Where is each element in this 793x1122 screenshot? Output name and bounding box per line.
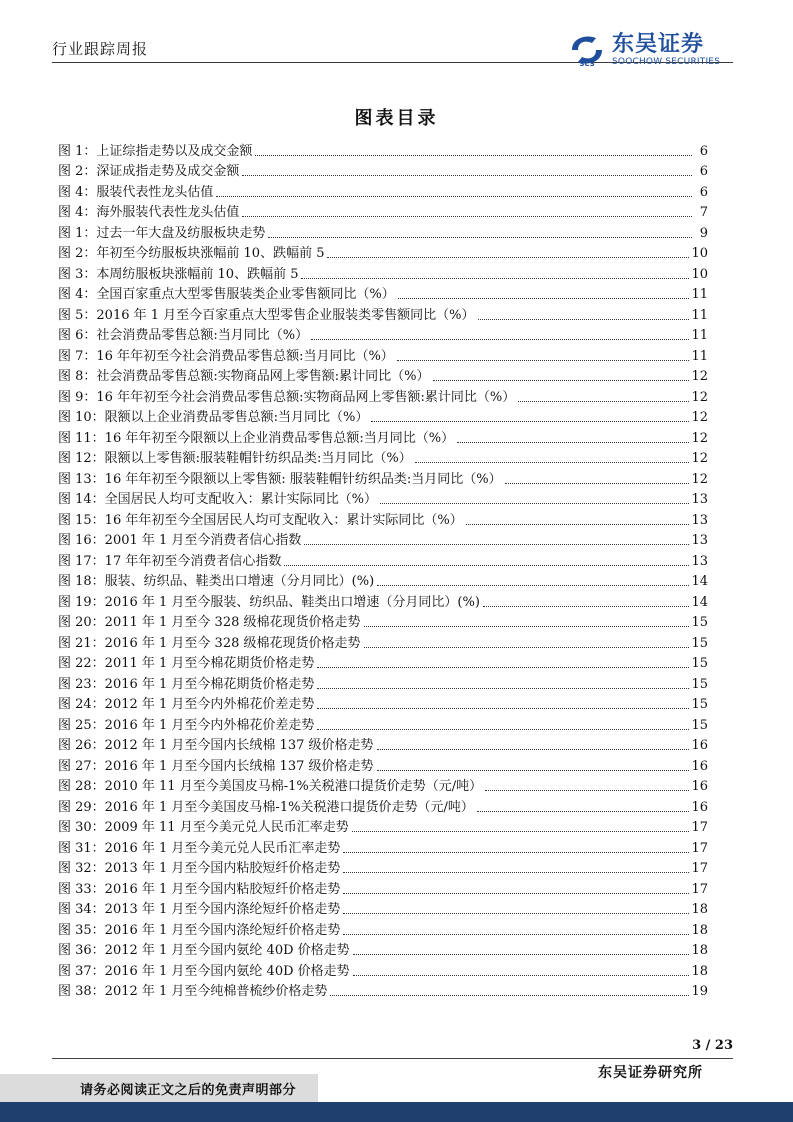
toc-entry-label: 图 36：2012 年 1 月至今国内氨纶 40D 价格走势 [58, 943, 350, 958]
toc-entry-label: 图 24：2012 年 1 月至今内外棉花价差走势 [58, 697, 315, 712]
toc-entry-label: 图 34：2013 年 1 月至今国内涤纶短纤价格走势 [58, 902, 341, 917]
toc-leader-dots [255, 154, 692, 156]
toc-leader-dots [311, 338, 689, 340]
toc-entry-label: 图 4：海外服装代表性龙头估值 [58, 205, 240, 220]
toc-entry-label: 图 13：16 年年初至今限额以上零售额: 服装鞋帽针纺织品类:当月同比（%） [58, 471, 502, 487]
toc-entry-page: 12 [691, 430, 708, 446]
toc-entry-label: 图 20：2011 年 1 月至今 328 级棉花现货价格走势 [58, 615, 361, 630]
toc-entry[interactable] [58, 283, 708, 304]
toc-entry[interactable] [58, 795, 708, 816]
toc-leader-dots [317, 728, 689, 730]
toc-leader-dots [242, 174, 692, 176]
toc-entry-label: 图 18：服装、纺织品、鞋类出口增速（分月同比）(%) [58, 574, 375, 589]
toc-entry-label: 图 5：2016 年 1 月至今百家重点大型零售企业服装类零售额同比（%） [58, 307, 475, 323]
toc-leader-dots [242, 215, 692, 217]
toc-entry-page: 10 [691, 246, 708, 261]
toc-entry[interactable] [58, 426, 708, 447]
toc-entry-label: 图 33：2016 年 1 月至今国内粘胶短纤价格走势 [58, 881, 341, 897]
research-institute-name: 东吴证券研究所 [598, 1065, 703, 1081]
toc-entry-label: 图 17：17 年年初至今消费者信心指数 [58, 553, 282, 569]
toc-entry-label: 图 29：2016 年 1 月至今美国皮马棉-1%关税港口提货价走势（元/吨） [58, 799, 474, 815]
toc-entry-page: 17 [691, 840, 708, 856]
toc-entry[interactable] [58, 139, 708, 160]
toc-entry-page: 6 [699, 184, 708, 200]
toc-entry[interactable] [58, 877, 708, 898]
toc-leader-dots [478, 318, 690, 320]
toc-entry[interactable] [58, 488, 708, 509]
toc-leader-dots [364, 646, 690, 648]
toc-entry-page: 6 [699, 164, 708, 179]
toc-entry-page: 11 [691, 328, 708, 343]
toc-entry[interactable] [58, 672, 708, 693]
toc-entry[interactable] [58, 836, 708, 857]
toc-entry-label: 图 31：2016 年 1 月至今美元兑人民币汇率走势 [58, 840, 341, 856]
logo-name-cn: 东吴证券 [612, 31, 705, 57]
toc-entry-page: 13 [691, 533, 708, 548]
logo-mark-text: SCS [579, 60, 595, 68]
toc-entry[interactable] [58, 775, 708, 796]
toc-entry-page: 10 [691, 266, 708, 282]
toc-entry[interactable] [58, 365, 708, 386]
toc-leader-dots [518, 400, 689, 402]
toc-entry-page: 16 [691, 758, 708, 774]
toc-leader-dots [398, 297, 690, 299]
toc-entry-page: 18 [691, 943, 708, 958]
toc-leader-dots [343, 933, 689, 935]
toc-entry[interactable] [58, 324, 708, 345]
toc-leader-dots [343, 871, 689, 873]
toc-entry-label: 图 11：16 年年初至今限额以上企业消费品零售总额:当月同比（%） [58, 430, 455, 446]
toc-entry-page: 12 [691, 389, 708, 405]
toc-leader-dots [352, 830, 690, 832]
toc-entry-page: 18 [691, 902, 708, 917]
toc-entry-page: 14 [691, 574, 708, 589]
toc-entry-page: 11 [691, 307, 708, 323]
toc-entry[interactable] [58, 652, 708, 673]
toc-entry-page: 12 [691, 471, 708, 487]
toc-leader-dots [364, 625, 690, 627]
toc-entry[interactable] [58, 406, 708, 427]
toc-entry-label: 图 23：2016 年 1 月至今棉花期货价格走势 [58, 676, 315, 692]
toc-entry[interactable] [58, 344, 708, 365]
logo-name-en: SOOCHOW SECURITIES [612, 56, 721, 67]
toc-entry-label: 图 30：2009 年 11 月至今美元兑人民币汇率走势 [58, 820, 349, 835]
toc-leader-dots [457, 441, 689, 443]
page-number: 3 / 23 [692, 1038, 733, 1053]
toc-entry-page: 6 [699, 143, 708, 159]
toc-leader-dots [327, 256, 689, 258]
toc-leader-dots [377, 584, 689, 586]
toc-entry-label: 图 4：服装代表性龙头估值 [58, 184, 214, 200]
toc-leader-dots [353, 953, 690, 955]
toc-leader-dots [343, 892, 689, 894]
toc-entry[interactable] [58, 918, 708, 939]
toc-entry-page: 12 [691, 451, 708, 466]
toc-entry-label: 图 14：全国居民人均可支配收入：累计实际同比（%） [58, 492, 378, 507]
toc-leader-dots [317, 707, 689, 709]
toc-entry-label: 图 26：2012 年 1 月至今国内长绒棉 137 级价格走势 [58, 738, 374, 753]
toc-entry-page: 18 [691, 922, 708, 938]
footer-divider [52, 1058, 733, 1059]
toc-entry-label: 图 21：2016 年 1 月至今 328 级棉花现货价格走势 [58, 635, 361, 651]
toc-entry-label: 图 32：2013 年 1 月至今国内粘胶短纤价格走势 [58, 861, 341, 876]
disclaimer-banner [0, 1074, 318, 1102]
toc-entry-label: 图 6：社会消费品零售总额:当月同比（%） [58, 328, 309, 343]
toc-leader-dots [380, 502, 689, 504]
toc-leader-dots [485, 789, 689, 791]
company-logo [568, 30, 738, 70]
toc-leader-dots [477, 810, 690, 812]
toc-entry-label: 图 12：限额以上零售额:服装鞋帽针纺织品类:当月同比（%） [58, 451, 412, 466]
toc-leader-dots [343, 912, 689, 914]
toc-leader-dots [377, 769, 690, 771]
toc-entry-page: 13 [691, 512, 708, 528]
toc-leader-dots [371, 420, 689, 422]
toc-leader-dots [304, 543, 689, 545]
toc-entry[interactable] [58, 693, 708, 714]
toc-entry[interactable] [58, 898, 708, 919]
toc-entry[interactable] [58, 816, 708, 837]
toc-entry-page: 9 [699, 225, 708, 241]
toc-entry[interactable] [58, 385, 708, 406]
toc-entry-page: 19 [691, 984, 708, 999]
toc-entry[interactable] [58, 939, 708, 960]
toc-entry-label: 图 35：2016 年 1 月至今国内涤纶短纤价格走势 [58, 922, 341, 938]
toc-entry-label: 图 10：限额以上企业消费品零售总额:当月同比（%） [58, 410, 369, 425]
toc-entry-page: 17 [691, 881, 708, 897]
toc-entry[interactable] [58, 959, 708, 980]
toc-entry-page: 16 [691, 779, 708, 794]
toc-entry[interactable] [58, 754, 708, 775]
toc-entry-page: 17 [691, 820, 708, 835]
toc-leader-dots [216, 195, 692, 197]
toc-entry-page: 15 [691, 656, 708, 671]
toc-entry-label: 图 37：2016 年 1 月至今国内氨纶 40D 价格走势 [58, 963, 350, 979]
logo-mark-icon [568, 32, 606, 68]
toc-entry-label: 图 2：年初至今纺服板块涨幅前 10、跌幅前 5 [58, 246, 325, 261]
toc-entry[interactable] [58, 980, 708, 1001]
toc-entry-label: 图 2：深证成指走势及成交金额 [58, 164, 240, 179]
toc-entry-page: 7 [699, 205, 708, 220]
toc-entry[interactable] [58, 242, 708, 263]
toc-entry[interactable] [58, 180, 708, 201]
toc-entry-label: 图 38：2012 年 1 月至今纯棉普梳纱价格走势 [58, 984, 328, 999]
toc-entry-page: 15 [691, 615, 708, 630]
toc-leader-dots [268, 236, 692, 238]
toc-entry[interactable] [58, 201, 708, 222]
toc-entry-page: 12 [691, 369, 708, 384]
toc-leader-dots [466, 523, 690, 525]
toc-entry-label: 图 3：本周纺服板块涨幅前 10、跌幅前 5 [58, 266, 299, 282]
toc-leader-dots [284, 564, 689, 566]
toc-leader-dots [483, 605, 690, 607]
toc-entry[interactable] [58, 160, 708, 181]
toc-leader-dots [505, 482, 690, 484]
toc-entry-label: 图 27：2016 年 1 月至今国内长绒棉 137 级价格走势 [58, 758, 374, 774]
toc-entry-page: 18 [691, 963, 708, 979]
toc-entry-label: 图 28：2010 年 11 月至今美国皮马棉-1%关税港口提货价走势（元/吨） [58, 779, 483, 794]
toc-entry-page: 15 [691, 697, 708, 712]
toc-leader-dots [397, 359, 690, 361]
toc-entry[interactable] [58, 303, 708, 324]
toc-entry-page: 16 [691, 799, 708, 815]
toc-entry-page: 13 [691, 492, 708, 507]
toc-entry-label: 图 15：16 年年初至今全国居民人均可支配收入：累计实际同比（%） [58, 512, 463, 528]
toc-leader-dots [317, 687, 689, 689]
toc-leader-dots [317, 666, 689, 668]
toc-entry-page: 12 [691, 410, 708, 425]
footer-color-bar [0, 1102, 793, 1122]
toc-entry-page: 17 [691, 861, 708, 876]
toc-entry-label: 图 19：2016 年 1 月至今服装、纺织品、鞋类出口增速（分月同比）(%) [58, 594, 480, 610]
toc-entry-label: 图 25：2016 年 1 月至今内外棉花价差走势 [58, 717, 315, 733]
toc-entry[interactable] [58, 857, 708, 878]
toc-entry-label: 图 16：2001 年 1 月至今消费者信心指数 [58, 533, 302, 548]
toc-entry-label: 图 8：社会消费品零售总额:实物商品网上零售额:累计同比（%） [58, 369, 430, 384]
toc-entry-page: 15 [691, 635, 708, 651]
toc-leader-dots [415, 461, 690, 463]
toc-entry-label: 图 1：上证综指走势以及成交金额 [58, 143, 253, 159]
toc-entry[interactable] [58, 590, 708, 611]
report-type-label: 行业跟踪周报 [52, 40, 149, 58]
toc-entry[interactable] [58, 529, 708, 550]
toc-entry-label: 图 7：16 年年初至今社会消费品零售总额:当月同比（%） [58, 348, 394, 364]
toc-entry[interactable] [58, 570, 708, 591]
toc-entry[interactable] [58, 467, 708, 488]
toc-entry-page: 15 [691, 717, 708, 733]
toc-entry[interactable] [58, 262, 708, 283]
toc-entry-label: 图 4：全国百家重点大型零售服装类企业零售额同比（%） [58, 287, 395, 302]
toc-entry-page: 11 [691, 287, 708, 302]
toc-entry-label: 图 9：16 年年初至今社会消费品零售总额:实物商品网上零售额:累计同比（%） [58, 389, 516, 405]
toc-entry-page: 16 [691, 738, 708, 753]
toc-entry-page: 14 [691, 594, 708, 610]
toc-entry[interactable] [58, 221, 708, 242]
toc-leader-dots [330, 994, 689, 996]
toc-entry-page: 13 [691, 553, 708, 569]
toc-entry[interactable] [58, 549, 708, 570]
toc-entry[interactable] [58, 611, 708, 632]
toc-leader-dots [343, 851, 689, 853]
toc-leader-dots [301, 277, 689, 279]
toc-entry-label: 图 1：过去一年大盘及纺服板块走势 [58, 225, 266, 241]
toc-leader-dots [353, 974, 690, 976]
toc-leader-dots [377, 748, 690, 750]
toc-entry[interactable] [58, 508, 708, 529]
toc-leader-dots [433, 379, 690, 381]
toc-entry-page: 15 [691, 676, 708, 692]
toc-entry[interactable] [58, 734, 708, 755]
toc-entry-label: 图 22：2011 年 1 月至今棉花期货价格走势 [58, 656, 315, 671]
toc-entry[interactable] [58, 631, 708, 652]
toc-entry-page: 11 [691, 348, 708, 364]
toc-title: 图表目录 [354, 108, 439, 129]
toc-entry[interactable] [58, 713, 708, 734]
disclaimer-text: 请务必阅读正文之后的免责声明部分 [79, 1082, 296, 1098]
table-of-figures [58, 139, 708, 1000]
toc-entry[interactable] [58, 447, 708, 468]
